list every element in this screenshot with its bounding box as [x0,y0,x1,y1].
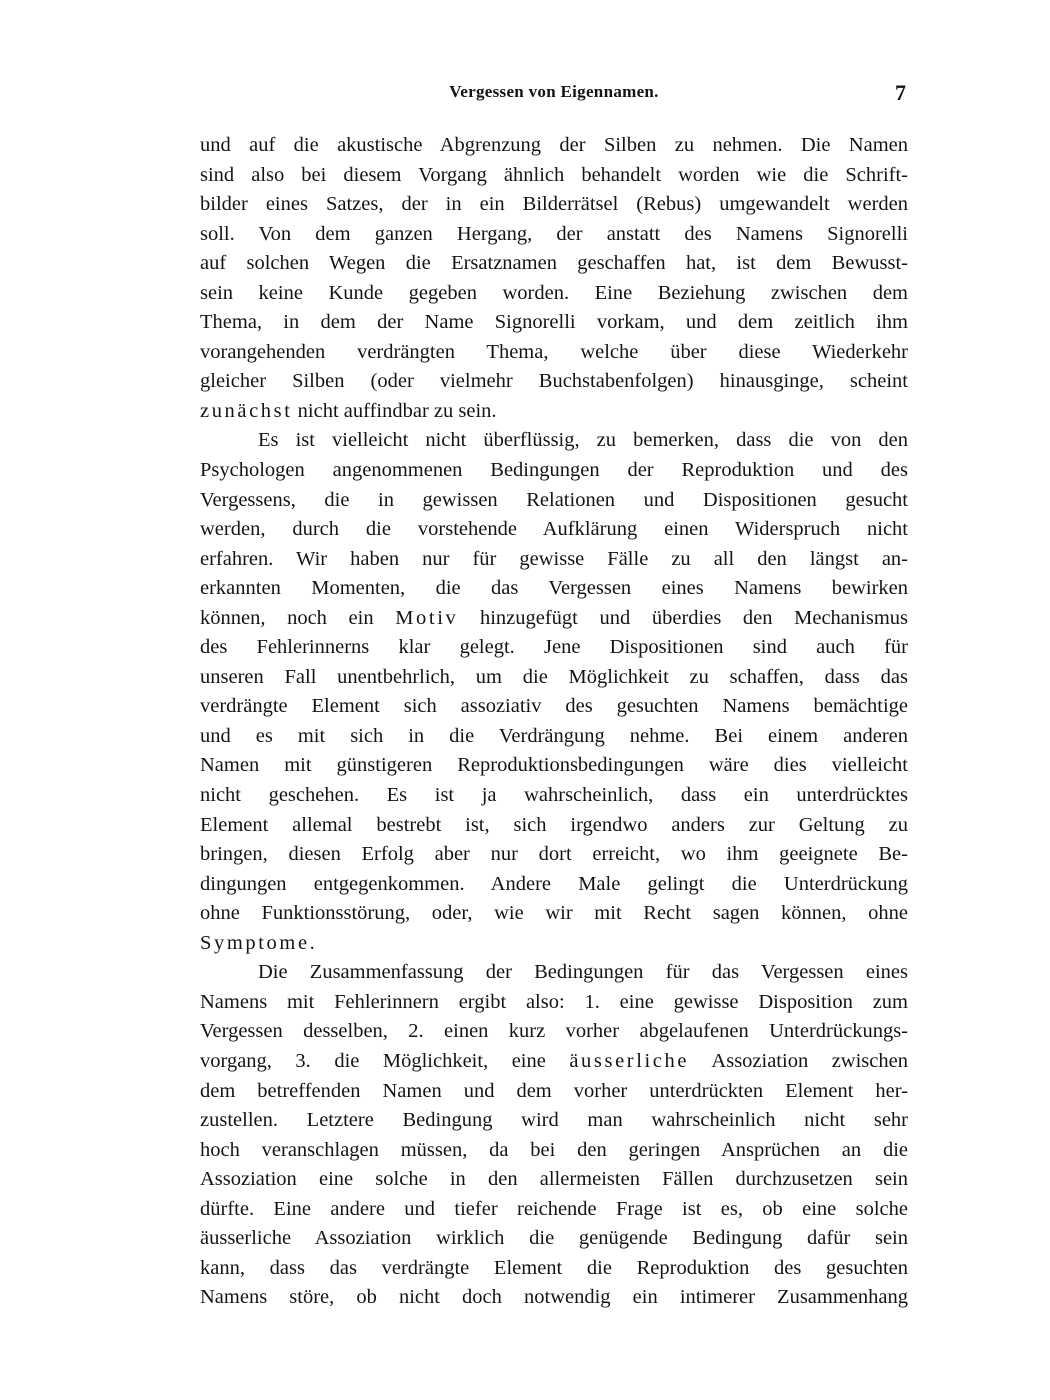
text-segment: erkannten Momenten, die das Vergessen eines Namens bewirken [200,577,908,600]
text-line [200,604,908,634]
text-segment: soll. Von dem ganzen Hergang, der anstatt des Namens Signorelli [200,222,908,245]
text-segment: Namens mit Fehlerinnern ergibt also: 1. eine gewisse Disposition zum [200,990,908,1013]
text-line [200,811,908,841]
text-line [200,781,908,811]
text-line [200,1165,908,1195]
text-segment: Psychologen angenommenen Bedingungen der Reproduktion und des [200,459,908,482]
text-segment: nicht auffindbar zu sein. [292,399,497,422]
text-segment: Namen mit günstigeren Reproduktionsbedingungen wäre dies vielleicht [200,754,908,777]
text-line [200,574,908,604]
text-segment: nicht geschehen. Es ist ja wahrscheinlich, dass ein unterdrücktes [200,784,908,807]
text-segment: Es ist vielleicht nicht überflüssig, zu bemerken, dass die von den [258,429,908,452]
text-segment: Thema, in dem der Name Signorelli vorkam, und dem zeitlich ihm [200,311,908,334]
running-title: Vergessen von Eigennamen. [449,82,659,101]
page-header [200,82,908,110]
spaced-emphasis: zunächst [200,399,293,422]
text-line [200,426,908,456]
text-segment: Assoziation zwischen [689,1049,908,1072]
text-segment: vorangehenden verdrängten Thema, welche über diese Wiederkehr [200,340,908,363]
page-number: 7 [895,80,906,105]
text-segment: bringen, diesen Erfolg aber nur dort erreicht, wo ihm geeignete Be- [200,843,908,866]
text-line [200,338,908,368]
text-line [200,929,908,959]
text-line [200,1283,908,1313]
text-segment: sein keine Kunde gegeben worden. Eine Beziehung zwischen dem [200,281,908,304]
text-line [200,1195,908,1225]
text-line [200,545,908,575]
text-segment: und es mit sich in die Verdrängung nehme. Bei einem anderen [200,724,908,747]
text-segment: dürfte. Eine andere und tiefer reichende Frage ist es, ob eine solche [200,1197,908,1220]
text-line [200,899,908,929]
text-line [200,988,908,1018]
text-line [200,515,908,545]
text-segment: und auf die akustische Abgrenzung der Silben zu nehmen. Die Namen [200,134,908,156]
text-line [200,663,908,693]
text-line [200,692,908,722]
text-segment: hinzugefügt und überdies den Mechanismus [458,606,908,629]
text-line [200,1077,908,1107]
text-segment: ohne Funktionsstörung, oder, wie wir mit Recht sagen können, ohne [200,902,908,925]
text-line [200,1106,908,1136]
text-segment: hoch veranschlagen müssen, da bei den geringen Ansprüchen an die [200,1138,908,1161]
text-line [200,486,908,516]
text-line [200,751,908,781]
text-segment: auf solchen Wegen die Ersatznamen geschaffen hat, ist dem Bewusst- [200,252,908,275]
text-segment: unseren Fall unentbehrlich, um die Möglichkeit zu schaffen, dass das [200,665,908,688]
text-line [200,1136,908,1166]
text-segment: werden, durch die vorstehende Aufklärung einen Widerspruch nicht [200,518,908,541]
body-text [200,131,908,1313]
text-segment: sind also bei diesem Vorgang ähnlich behandelt worden wie die Schrift- [200,163,908,186]
text-line [200,1224,908,1254]
text-segment: Assoziation eine solche in den allermeisten Fällen durchzusetzen sein [200,1168,908,1191]
text-segment: Die Zusammenfassung der Bedingungen für das Vergessen eines [258,961,908,984]
text-line [200,722,908,752]
text-segment: kann, dass das verdrängte Element die Reproduktion des gesuchten [200,1256,908,1279]
text-segment: des Fehlerinnerns klar gelegt. Jene Dispositionen sind auch für [200,636,908,659]
text-segment: erfahren. Wir haben nur für gewisse Fälle zu all den längst an- [200,547,908,570]
text-segment: gleicher Silben (oder vielmehr Buchstabenfolgen) hinausginge, scheint [200,370,908,393]
text-line [200,840,908,870]
text-line [200,220,908,250]
spaced-emphasis: Motiv [395,606,459,629]
text-line [200,633,908,663]
text-line [200,161,908,191]
text-segment: Vergessens, die in gewissen Relationen und Dispositionen gesucht [200,488,908,511]
text-line [200,279,908,309]
text-line [200,1254,908,1284]
spaced-emphasis: Symptome. [200,931,318,954]
text-segment: zustellen. Letztere Bedingung wird man wahrscheinlich nicht sehr [200,1109,908,1132]
text-line [200,249,908,279]
text-line [200,131,908,161]
text-line [200,190,908,220]
text-segment: Vergessen desselben, 2. einen kurz vorher abgelaufenen Unterdrückungs- [200,1020,908,1043]
text-segment: äusserliche Assoziation wirklich die genügende Bedingung dafür sein [200,1227,908,1250]
text-segment: Element allemal bestrebt ist, sich irgendwo anders zur Geltung zu [200,813,908,836]
text-segment: verdrängte Element sich assoziativ des gesuchten Namens bemächtige [200,695,908,718]
spaced-emphasis: äusserliche [569,1049,690,1072]
text-segment: dingungen entgegenkommen. Andere Male gelingt die Unterdrückung [200,872,908,895]
text-line [200,870,908,900]
text-segment: vorgang, 3. die Möglichkeit, eine [200,1049,570,1072]
text-segment: können, noch ein [200,606,396,629]
text-segment: bilder eines Satzes, der in ein Bilderrätsel (Rebus) umgewandelt werden [200,193,908,216]
text-segment: dem betreffenden Namen und dem vorher unterdrückten Element her- [200,1079,908,1102]
text-line [200,1047,908,1077]
text-line [200,308,908,338]
text-line [200,456,908,486]
text-line [200,367,908,397]
text-line [200,958,908,988]
text-line [200,1017,908,1047]
text-line [200,397,908,427]
text-segment: Namens störe, ob nicht doch notwendig ein intimerer Zusammenhang [200,1286,908,1309]
